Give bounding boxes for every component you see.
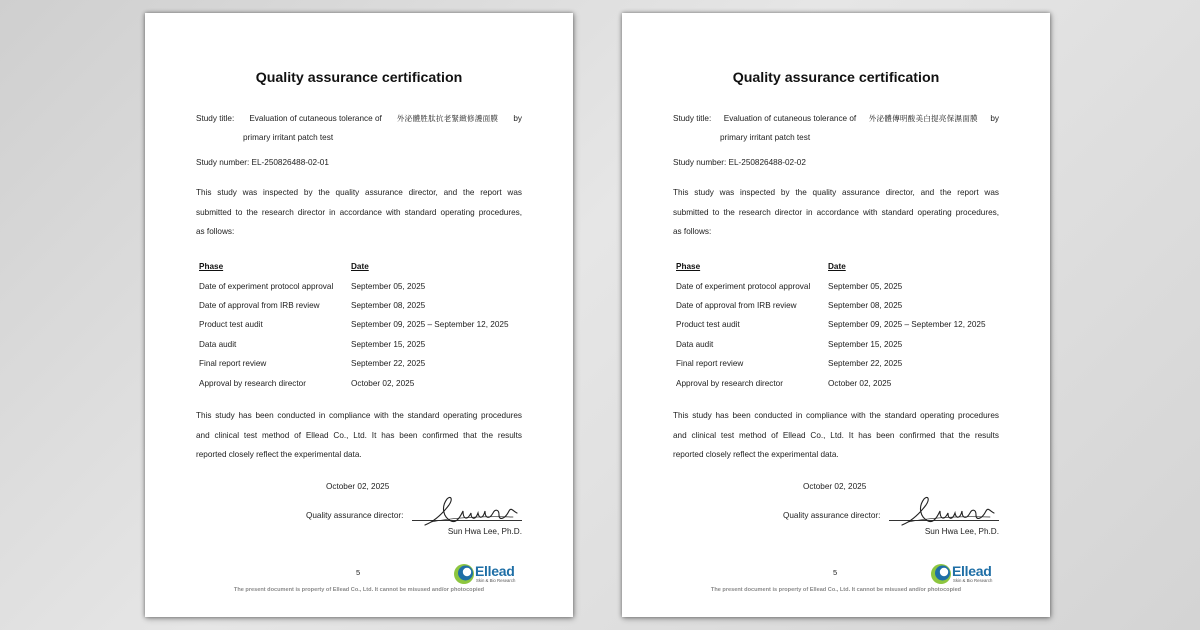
phase-row [199,315,509,334]
intro-line: This study was inspected by the quality assurance director, and the report was [196,188,522,197]
logo-tagline: Skin & Bio Research [953,578,993,583]
logo-tagline: Skin & Bio Research [476,578,516,583]
intro-line: as follows: [673,227,712,236]
compliance-line: and clinical test method of Ellead Co., Ltd. It has been confirmed that the results [673,430,999,440]
signer-name: Sun Hwa Lee, Ph.D. [447,527,522,536]
study-number: Study number: EL-250826488-02-02 [673,158,806,167]
phase-date: September 15, 2025 [828,339,903,349]
page-footer: The present document is property of Ellead Co., Ltd. It cannot be misused and/or photocopied [233,587,485,593]
qa-director-label: Quality assurance director: [783,511,881,520]
phase-date: October 02, 2025 [351,378,415,388]
study-title-product-name: 外泌體胜肽抗老緊緻修護面膜 [396,114,499,123]
signer-name: Sun Hwa Lee, Ph.D. [924,527,999,536]
document-page-right [622,13,1050,617]
phase-date: September 15, 2025 [351,339,426,349]
phase-name: Final report review [199,359,267,369]
phase-row [199,354,509,373]
study-title-label: Study title: [673,114,712,123]
phase-name: Approval by research director [676,378,783,388]
study-title-line1: Evaluation of cutaneous tolerance of [723,114,857,123]
phase-column-header: Phase [676,262,701,272]
phase-row [676,335,986,354]
signature-date: October 02, 2025 [326,482,390,491]
intro-paragraph [673,183,999,242]
phase-name: Date of experiment protocol approval [676,281,811,291]
intro-line: This study was inspected by the quality assurance director, and the report was [673,188,999,197]
handwritten-signature [898,491,998,531]
phase-name: Date of approval from IRB review [676,300,797,310]
study-title-line2: primary irritant patch test [720,133,811,142]
signature-date: October 02, 2025 [803,482,867,491]
phase-row [676,296,986,315]
phase-table [676,257,986,393]
compliance-line: This study has been conducted in compliance with the standard operating procedures [673,411,999,420]
phase-name: Product test audit [199,320,263,330]
logo-name: Ellead [475,563,515,579]
phase-table [199,257,509,393]
phase-date: September 22, 2025 [828,359,903,369]
phase-row [676,276,986,295]
date-column-header: Date [828,262,846,272]
intro-line: submitted to the research director in accordance with standard operating procedures, [196,207,522,217]
compliance-line: and clinical test method of Ellead Co., Ltd. It has been confirmed that the results [196,430,522,440]
study-title-block [673,109,999,147]
compliance-paragraph [673,406,999,465]
study-title-by: by [513,114,522,123]
page-title: Quality assurance certification [732,70,940,86]
study-number: Study number: EL-250826488-02-01 [196,158,329,167]
compliance-paragraph [196,406,522,465]
phase-date: September 08, 2025 [828,300,903,310]
phase-name: Data audit [676,339,714,349]
study-title-label: Study title: [196,114,235,123]
phase-date: September 22, 2025 [351,359,426,369]
compliance-line: reported closely reflect the experimental data. [196,450,362,459]
study-title-line1: Evaluation of cutaneous tolerance of [249,114,382,123]
phase-date: September 05, 2025 [828,281,903,291]
ellead-logo [453,563,533,587]
ellead-logo [930,563,1010,587]
ellead-logo-mark-icon [930,563,952,585]
date-column-header: Date [351,262,369,272]
phase-date: September 08, 2025 [351,300,426,310]
intro-paragraph [196,183,522,242]
study-title-block [196,109,522,147]
phase-date: September 09, 2025 – September 12, 2025 [828,320,986,330]
page-footer: The present document is property of Ellead Co., Ltd. It cannot be misused and/or photocopied [710,587,962,593]
phase-row [676,373,986,392]
intro-line: submitted to the research director in accordance with standard operating procedures, [673,207,999,217]
ellead-logo-mark-icon [453,563,475,585]
document-page-left [145,13,573,617]
study-title-product-name: 外泌體傳明酸美白提亮保濕面膜 [868,114,978,123]
phase-date: September 09, 2025 – September 12, 2025 [351,320,509,330]
page-number: 5 [833,568,838,577]
qa-director-label: Quality assurance director: [306,511,404,520]
phase-name: Approval by research director [199,378,306,388]
phase-row [199,373,509,392]
phase-name: Date of experiment protocol approval [199,281,334,291]
phase-name: Product test audit [676,320,740,330]
logo-name: Ellead [952,563,992,579]
phase-row [676,315,986,334]
compliance-line: This study has been conducted in compliance with the standard operating procedures [196,411,522,420]
phase-row [199,335,509,354]
page-title: Quality assurance certification [255,70,463,86]
phase-column-header: Phase [199,262,224,272]
phase-name: Data audit [199,339,237,349]
phase-name: Final report review [676,359,744,369]
phase-date: September 05, 2025 [351,281,426,291]
phase-name: Date of approval from IRB review [199,300,320,310]
phase-row [199,276,509,295]
study-title-by: by [990,114,999,123]
handwritten-signature [421,491,521,531]
intro-line: as follows: [196,227,235,236]
phase-date: October 02, 2025 [828,378,892,388]
phase-row [199,296,509,315]
phase-row [676,354,986,373]
page-number: 5 [356,568,361,577]
study-title-line2: primary irritant patch test [243,133,334,142]
compliance-line: reported closely reflect the experimental data. [673,450,839,459]
